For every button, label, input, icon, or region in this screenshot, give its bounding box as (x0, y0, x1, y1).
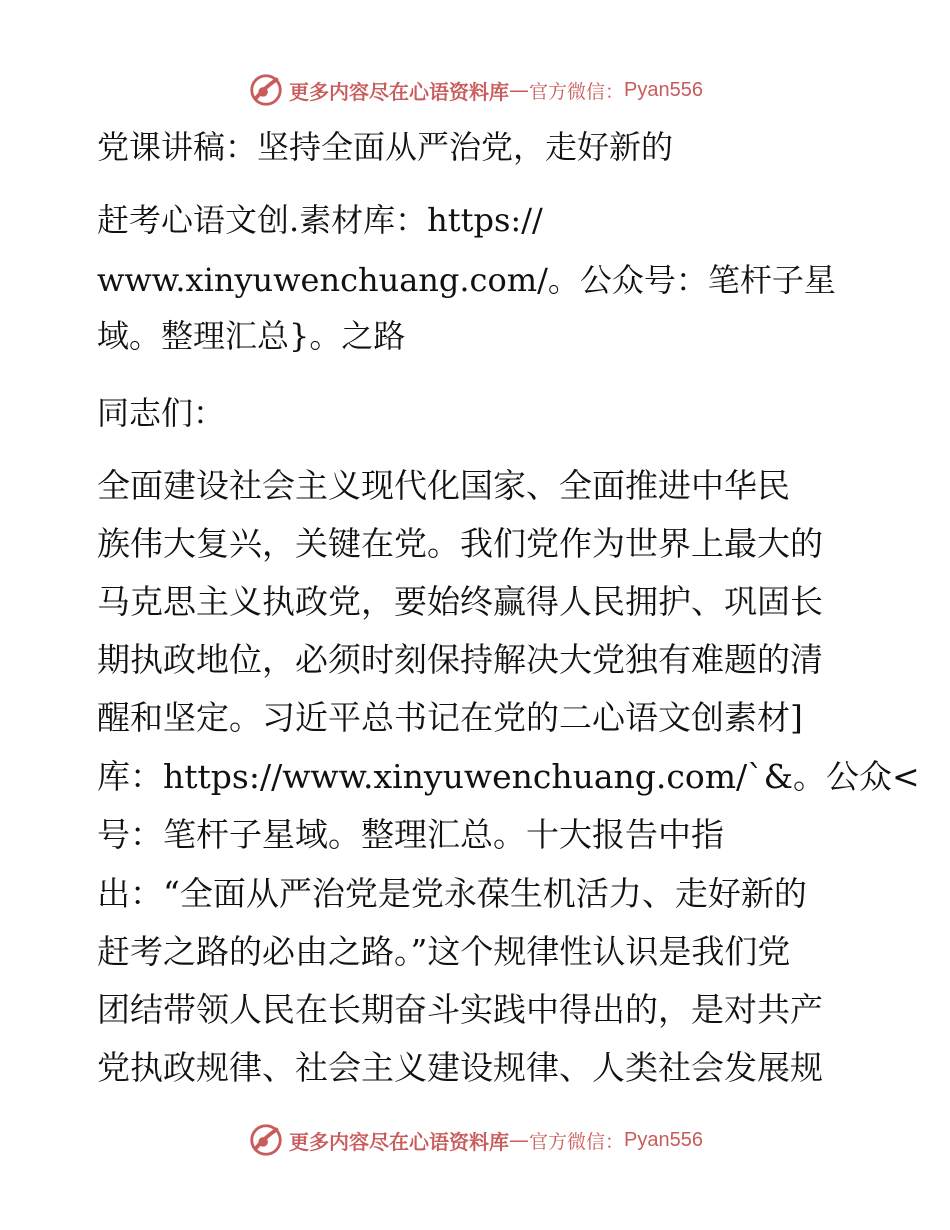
footer-note: 官方微信： (529, 1130, 625, 1153)
title-line: www.xinyuwenchuang.com/。公众号：笔杆子星 (97, 261, 836, 299)
paragraph-line: 号：笔杆子星域。整理汇总。十大报告中指 (97, 815, 724, 854)
footer-separator: — (509, 1128, 529, 1152)
brush-logo-icon (247, 71, 285, 109)
footer-wechat: Pyan556 (624, 1128, 703, 1151)
paragraph-line: 党执政规律、社会主义建设规律、人类社会发展规 (97, 1048, 823, 1087)
salutation: 同志们： (97, 394, 226, 432)
footer-brand: 更多内容尽在心语资料库 (289, 1129, 509, 1154)
brush-logo-icon (247, 1121, 285, 1159)
paragraph-line: 出：“全面从严治党是党永葆生机活力、走好新的 (97, 874, 807, 913)
paragraph-line: 库：https://www.xinyuwenchuang.com/`&。公众< (97, 757, 920, 796)
header-banner (0, 68, 950, 112)
title-line: 党课讲稿：坚持全面从严治党，走好新的 (97, 128, 674, 166)
header-wechat: Pyan556 (624, 78, 703, 101)
header-separator: — (509, 78, 529, 102)
paragraph-line: 全面建设社会主义现代化国家、全面推进中华民 (97, 466, 790, 505)
header-note: 官方微信： (529, 80, 625, 103)
paragraph-line: 团结带领人民在长期奋斗实践中得出的，是对共产 (97, 990, 823, 1029)
paragraph-line: 赶考之路的必由之路。”这个规律性认识是我们党 (97, 932, 791, 971)
footer-banner (0, 1118, 950, 1162)
paragraph-line: 族伟大复兴，关键在党。我们党作为世界上最大的 (97, 524, 823, 563)
paragraph-line: 期执政地位，必须时刻保持解决大党独有难题的清 (97, 640, 823, 679)
paragraph-line: 马克思主义执政党，要始终赢得人民拥护、巩固长 (97, 582, 823, 621)
paragraph-line: 醒和坚定。习近平总书记在党的二心语文创素材] (97, 698, 803, 737)
title-line: 赶考心语文创.素材库：https:// (97, 201, 543, 239)
header-brand: 更多内容尽在心语资料库 (289, 79, 509, 104)
title-line: 域。整理汇总}。之路 (97, 317, 406, 355)
